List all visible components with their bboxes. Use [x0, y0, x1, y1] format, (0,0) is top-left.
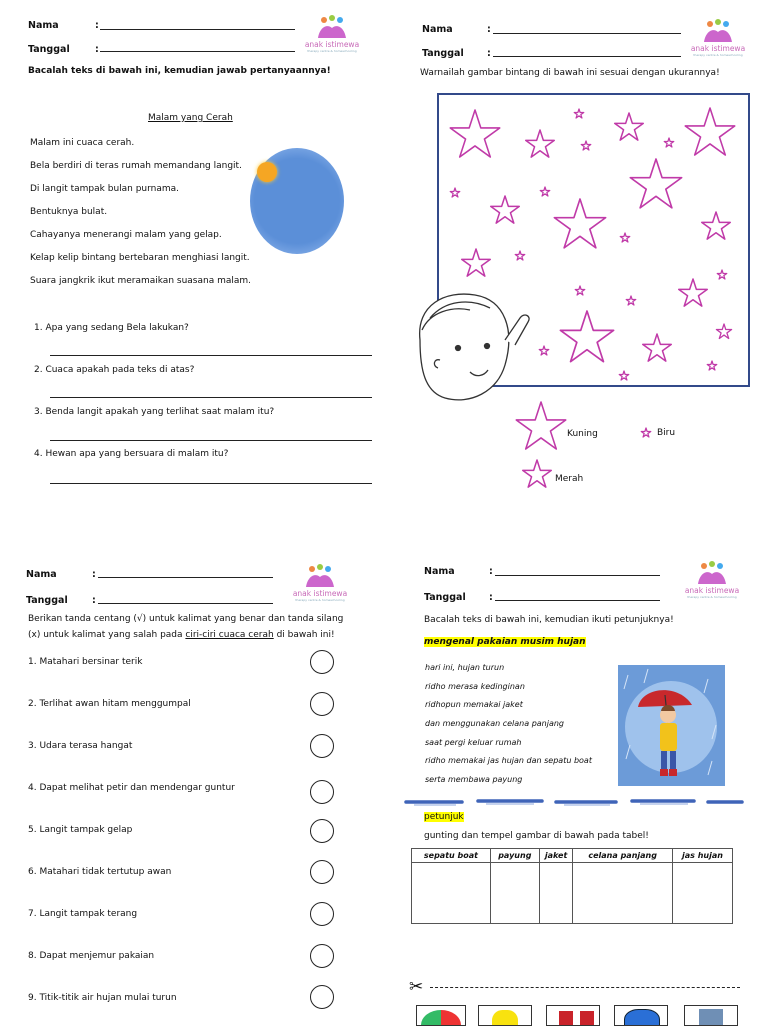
answer-circle-8[interactable] [310, 944, 334, 968]
story-line: saat pergi keluar rumah [425, 738, 522, 747]
star-small [515, 251, 525, 260]
question-3: 3. Benda langit apakah yang terlihat saat malam itu? [34, 407, 275, 417]
logo-tagline: therapy centre & homeschooling [295, 598, 345, 602]
col-celana-panjang: celana panjang [573, 849, 673, 863]
star-small [450, 188, 460, 197]
story-line: Malam ini cuaca cerah. [30, 138, 135, 148]
heading: mengenal pakaian musim hujan [424, 637, 586, 647]
statement-3: 3. Udara terasa hangat [28, 741, 133, 751]
story-line: dan menggunakan celana panjang [425, 719, 565, 728]
paste-cell[interactable] [539, 863, 573, 924]
nama-field[interactable] [495, 575, 660, 576]
answer-circle-7[interactable] [310, 902, 334, 926]
cut-line [430, 987, 740, 988]
star-small [574, 109, 584, 118]
answer-circle-5[interactable] [310, 819, 334, 843]
logo-icon [290, 563, 350, 589]
nama-field[interactable] [98, 577, 273, 578]
wave-divider [404, 796, 746, 808]
tanggal-label: Tanggal [424, 592, 466, 603]
answer-circle-4[interactable] [310, 780, 334, 804]
star-small [540, 187, 550, 196]
story-line: ridho merasa kedinginan [425, 682, 525, 691]
nama-label: Nama [26, 569, 57, 580]
story-line: hari ini, hujan turun [425, 663, 505, 672]
star-medium [702, 212, 731, 239]
col-sepatu-boat: sepatu boat [412, 849, 491, 863]
instruction: Bacalah teks di bawah ini, kemudian ikuti petunjuknya! [424, 615, 674, 625]
trousers-icon [699, 1009, 723, 1026]
col-jaket: jaket [539, 849, 573, 863]
star-small [664, 138, 674, 147]
logo-name: anak istimewa [690, 44, 746, 53]
instruction: Warnailah gambar bintang di bawah ini sesuai dengan ukurannya! [420, 68, 720, 78]
logo-icon [682, 560, 742, 586]
statement-4: 4. Dapat melihat petir dan mendengar guntur [28, 783, 235, 793]
statement-5: 5. Langit tampak gelap [28, 825, 133, 835]
nama-colon: : [487, 24, 491, 35]
nama-colon: : [92, 569, 96, 580]
answer-circle-6[interactable] [310, 860, 334, 884]
star-medium [679, 279, 708, 306]
cutout-jacket[interactable] [614, 1005, 668, 1026]
story-line: Suara jangkrik ikut meramaikan suasana malam. [30, 276, 252, 286]
star-small [716, 324, 731, 338]
jacket-icon [624, 1009, 660, 1026]
star-big [450, 110, 499, 157]
answer-circle-1[interactable] [310, 650, 334, 674]
logo-tagline: therapy centre & homeschooling [307, 49, 357, 53]
logo [682, 560, 742, 600]
paste-cell[interactable] [573, 863, 673, 924]
answer-circle-3[interactable] [310, 734, 334, 758]
star-medium [643, 334, 672, 361]
question-1: 1. Apa yang sedang Bela lakukan? [34, 323, 189, 333]
nama-colon: : [95, 20, 99, 31]
story-line: Kelap kelip bintang bertebaran menghiasi langit. [30, 253, 250, 263]
instruction-line-1: Berikan tanda centang (√) untuk kalimat yang benar dan tanda silang [28, 614, 344, 624]
nama-label: Nama [28, 20, 59, 31]
sorting-table [411, 848, 733, 924]
petunjuk-label: petunjuk [424, 812, 464, 822]
col-payung: payung [490, 849, 539, 863]
legend-merah-label: Merah [555, 474, 584, 484]
star-small [581, 141, 591, 150]
tanggal-colon: : [487, 48, 491, 59]
story-line: serta membawa payung [425, 775, 523, 784]
statement-2: 2. Terlihat awan hitam menggumpal [28, 699, 191, 709]
instruction-line-2: (x) untuk kalimat yang salah pada ciri-ciri cuaca cerah di bawah ini! [28, 630, 335, 640]
legend-star-big [516, 402, 565, 449]
statement-6: 6. Matahari tidak tertutup awan [28, 867, 172, 877]
tanggal-field[interactable] [98, 603, 273, 604]
scissors-icon: ✂ [409, 977, 424, 997]
child-pointing-illustration [420, 294, 529, 400]
star-big [630, 159, 681, 208]
statement-7: 7. Langit tampak terang [28, 909, 138, 919]
statement-1: 1. Matahari bersinar terik [28, 657, 143, 667]
question-4: 4. Hewan apa yang bersuara di malam itu? [34, 449, 229, 459]
nama-label: Nama [424, 566, 455, 577]
logo [290, 563, 350, 603]
tanggal-field[interactable] [495, 600, 660, 601]
legend-biru-label: Biru [657, 428, 676, 438]
answer-circle-9[interactable] [310, 985, 334, 1009]
star-medium [615, 113, 644, 140]
nama-colon: : [489, 566, 493, 577]
star-medium [491, 196, 520, 223]
story-line: ridhopun memakai jaket [425, 700, 523, 709]
rain-boy-illustration [618, 665, 725, 786]
tanggal-colon: : [95, 44, 99, 55]
tanggal-label: Tanggal [28, 44, 70, 55]
story-title: Malam yang Cerah [148, 113, 233, 123]
logo-name: anak istimewa [304, 40, 360, 49]
cutout-raincoat[interactable] [478, 1005, 532, 1026]
star-big [685, 108, 734, 155]
statement-8: 8. Dapat menjemur pakaian [28, 951, 155, 961]
nama-label: Nama [422, 24, 453, 35]
story-line: Bela berdiri di teras rumah memandang langit. [30, 161, 242, 171]
statement-9: 9. Titik-titik air hujan mulai turun [28, 993, 177, 1003]
paste-cell[interactable] [672, 863, 732, 924]
logo-tagline: therapy centre & homeschooling [687, 595, 737, 599]
star-small [539, 346, 549, 355]
answer-circle-2[interactable] [310, 692, 334, 716]
paste-cell[interactable] [490, 863, 539, 924]
cutout-trousers[interactable] [684, 1005, 738, 1026]
star-small [626, 296, 636, 305]
star-small [575, 286, 585, 295]
cutout-umbrella[interactable] [416, 1005, 466, 1026]
star-small [619, 371, 629, 380]
story-line: Cahayanya menerangi malam yang gelap. [30, 230, 222, 240]
col-jas-hujan: jas hujan [672, 849, 732, 863]
petunjuk-text: gunting dan tempel gambar di bawah pada tabel! [424, 831, 649, 841]
story-line: Bentuknya bulat. [30, 207, 108, 217]
legend-kuning-label: Kuning [567, 429, 598, 439]
story-line: Di langit tampak bulan purnama. [30, 184, 180, 194]
tanggal-label: Tanggal [26, 595, 68, 606]
logo-name: anak istimewa [292, 589, 348, 598]
tanggal-colon: : [92, 595, 96, 606]
logo-tagline: therapy centre & homeschooling [693, 53, 743, 57]
paste-cell[interactable] [412, 863, 491, 924]
star-small [717, 270, 727, 279]
star-medium [462, 249, 491, 276]
rain-umbrella-icon [618, 665, 725, 786]
story-line: ridho memakai jas hujan dan sepatu boat [425, 756, 592, 765]
logo-name: anak istimewa [684, 586, 740, 595]
stars-layer [0, 0, 768, 512]
star-medium [526, 130, 555, 157]
legend-star-small [641, 428, 651, 437]
cutout-boots[interactable] [546, 1005, 600, 1026]
instruction: Bacalah teks di bawah ini, kemudian jawab pertanyaannya! [28, 66, 331, 76]
star-small [707, 361, 717, 370]
star-big [554, 199, 605, 248]
question-2: 2. Cuaca apakah pada teks di atas? [34, 365, 195, 375]
star-small [620, 233, 630, 242]
tanggal-colon: : [489, 592, 493, 603]
tanggal-label: Tanggal [422, 48, 464, 59]
star-big [560, 311, 613, 362]
legend-star-medium [523, 460, 552, 487]
